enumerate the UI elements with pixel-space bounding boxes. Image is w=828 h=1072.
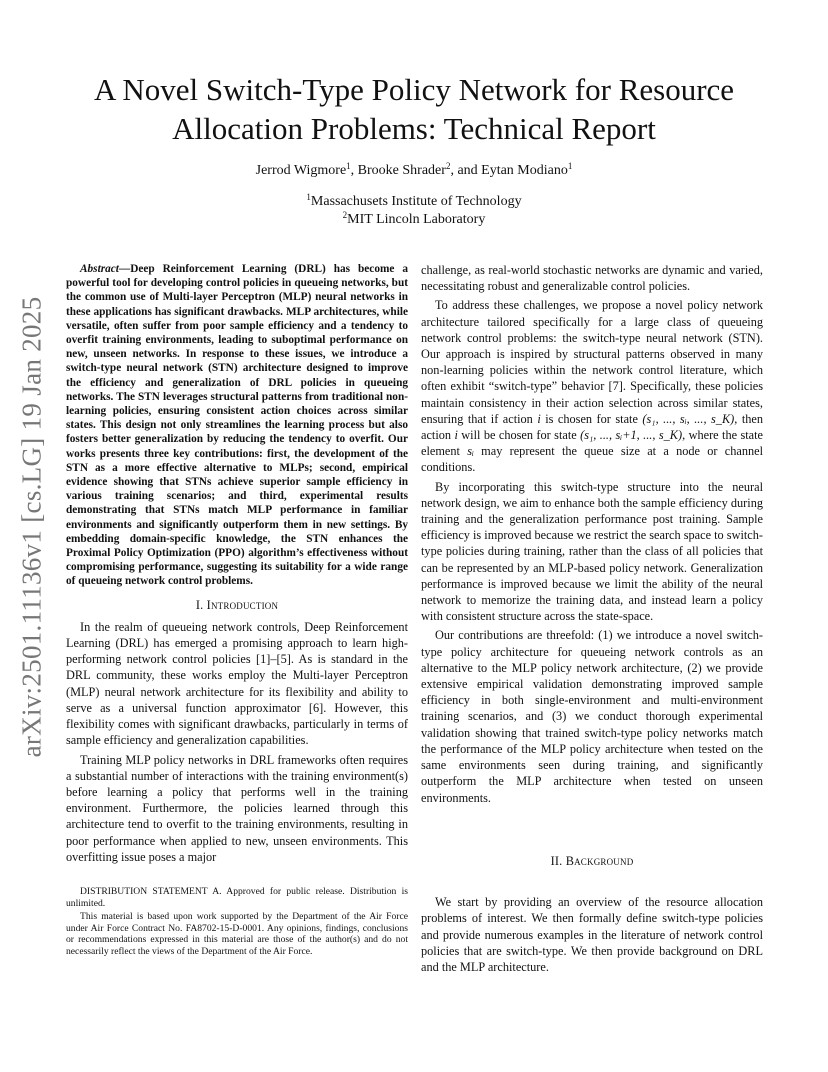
author-list — [60, 163, 768, 179]
author-name: , Brooke Shrader — [350, 163, 446, 178]
paper-title: A Novel Switch-Type Policy Network for Resource Allocation Problems: Technical Report — [93, 72, 735, 146]
affil-mark: 2 — [342, 210, 348, 220]
text-run: , where the state element — [421, 428, 764, 459]
intro-paragraph: In the realm of queueing network controls, Deep Reinforcement Learning (DRL) has emerged a promising approach to learn high-performing network control policies [1]–[5]. As is standard in the DRL community, these works employ the Multi-layer Perceptron (MLP) neural network architecture for its flexibility and ability to serve as a universal function approximator [6]. However, this flexibility comes with significant drawbacks, particularly in terms of sample efficiency and generalization capabilities. — [66, 619, 408, 748]
math-var: i — [454, 428, 458, 443]
right-column — [421, 262, 763, 809]
body-paragraph: By incorporating this switch-type structure into the neural network design, we aim to enhance both the sample efficiency during training and the generalization performance post training. Sample efficiency is improved because we restrict the search space to switch-type policies during training, rather than the class of all policies that can be represented by an MLP-based policy network. Generalization performance is improved because we limit the ability of the neural network to memorize the training data, and instead learn a policy with consistent structure across the state-space. — [421, 479, 763, 624]
arxiv-watermark — [14, 292, 50, 762]
section-number: I. — [195, 597, 207, 612]
background-section — [421, 853, 763, 978]
affiliations — [60, 193, 768, 229]
section-title: Introduction — [206, 597, 279, 612]
affil-name: Massachusets Institute of Technology — [310, 194, 522, 209]
text-run: will be chosen for state — [457, 428, 581, 443]
section-title: Background — [565, 854, 634, 868]
math-var: sᵢ — [467, 444, 474, 459]
background-paragraph: We start by providing an overview of the resource allocation problems of interest. We then formally define switch-type policies and provide numerous examples in the literature of network control policies that are switch-type. We then provide background on DRL and the MLP architecture. — [421, 895, 763, 975]
math-var: i — [537, 411, 541, 426]
footnotes — [66, 886, 408, 960]
author-name: , and Eytan Modiano — [450, 163, 568, 178]
text-run: is chosen for state — [540, 411, 643, 426]
abstract — [66, 262, 408, 589]
left-column — [66, 262, 408, 868]
arxiv-id: arXiv:2501.11136v1 [cs.LG] 19 Jan 2025 — [16, 296, 47, 758]
author-affil-mark: 2 — [445, 161, 451, 171]
section-heading-background — [421, 853, 763, 869]
footnote: DISTRIBUTION STATEMENT A. Approved for public release. Distribution is unlimited. — [66, 886, 408, 909]
intro-continuation: challenge, as real-world stochastic networks are dynamic and varied, necessitating robust and generalizable control policies. — [421, 263, 763, 294]
affil-mark: 1 — [306, 192, 311, 202]
text-run: To address these challenges, we propose a novel policy network architecture tailored specifically for a large class of queueing network control problems: the switch-type neural network (STN). Our approach is inspired by structural patterns observed in many non-learning policies within the network control literature, which often exhibit “switch-type” behavior [7]. Specifically, these policies maintain consistency in their action selection across similar states, ensuring that if action — [421, 298, 763, 426]
section-heading-introduction — [66, 597, 408, 613]
affiliation — [60, 211, 768, 229]
stn-paragraph — [421, 297, 763, 475]
affil-name: MIT Lincoln Laboratory — [347, 212, 486, 227]
abstract-label: Abstract — [80, 263, 119, 275]
abstract-text: —Deep Reinforcement Learning (DRL) has become a powerful tool for developing control policies in queueing networks, but the common use of Multi-layer Perceptron (MLP) neural networks in these applications has significant drawbacks. MLP architectures, while versatile, often suffer from poor sample efficiency and a tendency to overfit training environments, leading to suboptimal performance on new, unseen networks. In response to these issues, we introduce a switch-type neural network (STN) architecture designed to improve the efficiency and generalization of DRL policies in queueing networks. The STN leverages structural patterns from traditional non-learning policies, ensuring consistent action choices across similar states. This design not only streamlines the learning process but also fosters better generalization by reducing the tendency to overfit. Our works presents three key contributions: first, the development of the STN as a more effective alternative to MLPs; second, empirical evidence showing that STNs achieve superior sample efficiency in various training scenarios; and third, experimental results demonstrating that STNs match MLP performance in familiar environments and significantly outperform them in new settings. By embedding domain-specific knowledge, the STN enhances the Proximal Policy Optimization (PPO) algorithm’s effectiveness without compromising performance, suggesting its suitability for a wide range of queueing network control problems. — [66, 263, 408, 588]
body-paragraph: Our contributions are threefold: (1) we introduce a novel switch-type policy architecture for queueing network controls as an alternative to the MLP policy network architecture, (2) we provide extensive empirical validation demonstrating improved sample efficiency in both single-environment and multi-environment training scenarios, and (3) we conduct thorough experimental validation showing that trained switch-type policy networks match the performance of the MLP policy architecture when tested on the same environments seen during training, and significantly outperform the MLP architecture when tested on unseen environments. — [421, 628, 763, 805]
text-run: may represent the queue size at a node or channel conditions. — [421, 444, 763, 475]
footnote: This material is based upon work supported by the Department of the Air Force under Air Force Contract No. FA8702-15-D-0001. Any opinions, findings, conclusions or recommendations expressed in this material are those of the author(s) and do not necessarily reflect the views of the Department of the Air Force. — [66, 911, 408, 957]
affiliation — [60, 193, 768, 211]
text-run: , then action — [421, 411, 763, 443]
math-expression: (s₁, ..., sᵢ+1, ..., s_K) — [580, 428, 683, 443]
author-affil-mark: 1 — [346, 161, 351, 171]
section-number: II. — [550, 854, 566, 868]
intro-paragraph: Training MLP policy networks in DRL frameworks often requires a substantial number of interactions with the training environment(s) before learning a policy that performs well in the training environment. Furthermore, the policies learned through this architecture tend to overfit to the training environments, resulting in poor performance when applied to new, unseen environments. This overfitting issue poses a major — [66, 752, 408, 864]
author-name: Jerrod Wigmore — [255, 163, 347, 178]
author-affil-mark: 1 — [567, 161, 573, 171]
math-expression: (s₁, ..., sᵢ, ..., s_K) — [642, 411, 735, 426]
